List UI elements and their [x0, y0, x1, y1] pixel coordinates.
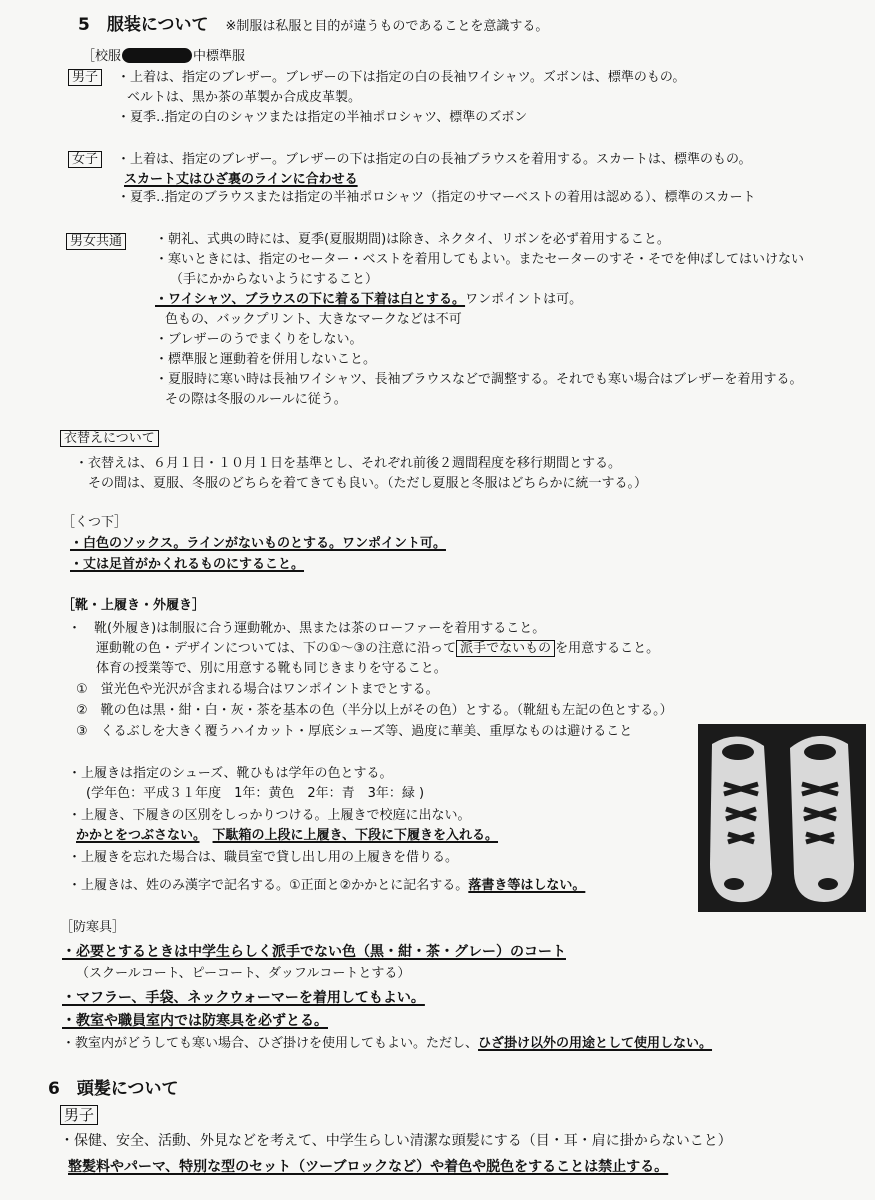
socks-line-2: ・丈は足首がかくれるものにすること。 — [70, 557, 305, 572]
bokangu-line-2: （スクールコート、ピーコート、ダッフルコートとする） — [76, 966, 411, 981]
common-line-8: ・夏服時に寒い時は長袖ワイシャツ、長袖ブラウスなどで調整する。それでも寒い場合はブレザーを着用する。 — [155, 372, 803, 387]
section-number: 5 — [78, 15, 90, 35]
hair-boys-tag: 男子 — [60, 1106, 98, 1125]
section-title: 頭髪について — [76, 1079, 179, 1099]
section-title: 服装について — [106, 15, 209, 35]
bokangu-title: ［防寒具］ — [60, 920, 126, 935]
section-note: ※制服は私服と目的が違うものであることを意識する。 — [225, 19, 549, 34]
koromogae-line-1: ・衣替えは、６月１日・１０月１日を基準とし、それぞれ前後２週間程度を移行期間とする。 — [75, 456, 622, 471]
common-line-2: ・寒いときには、指定のセーター・ベストを着用してもよい。またセーターのすそ・そでを伸ばしてはいけない — [155, 252, 804, 267]
shoes-title: ［靴・上履き・外履き］ — [62, 598, 206, 613]
shoes-rule-2: ② 靴の色は黒・紺・白・灰・茶を基本の色（半分以上がその色）とする。（靴紐も左記の色とする。） — [76, 703, 673, 718]
hair-line-2: 整髪料やパーマ、特別な型のセット（ツーブロックなど）や着色や脱色をすることは禁止する。 — [68, 1159, 669, 1175]
section-number: 6 — [48, 1079, 60, 1099]
common-tag: 男女共通 — [66, 234, 126, 250]
section-5-heading — [78, 14, 548, 38]
socks-title: ［くつ下］ — [62, 515, 128, 530]
shoes-rule-3: ③ くるぶしを大きく覆うハイカット・厚底シューズ等、過度に華美、重厚なものは避けること — [76, 724, 633, 739]
uwabaki-line-6: ・上履きは、姓のみ漢字で記名する。①正面と②かかとに記名する。落書き等はしない。 — [68, 878, 586, 893]
girls-line-2: スカート丈はひざ裏のラインに合わせる — [124, 172, 358, 187]
koromogae-title: 衣替えについて — [60, 431, 159, 447]
boys-line-1: ・上着は、指定のブレザー。ブレザーの下は指定の白の長袖ワイシャツ。ズボンは、標準のもの。 — [117, 70, 686, 85]
shoes-rule-1: ① 蛍光色や光沢が含まれる場合はワンポイントまでとする。 — [76, 682, 439, 697]
girls-tag: 女子 — [68, 152, 102, 168]
shoes-image — [698, 724, 866, 912]
redaction-mark — [122, 48, 192, 63]
shoes-line-3: 体育の授業等で、別に用意する靴も同じきまりを守ること。 — [96, 661, 447, 676]
bokangu-line-4: ・教室や職員室内では防寒具を必ずとる。 — [62, 1013, 328, 1029]
shoes-line-2: 運動靴の色・デザインについては、下の①～③の注意に沿って 派手でないもの を用意すること。 — [96, 641, 660, 656]
uwabaki-line-1: ・上履きは指定のシューズ、靴ひもは学年の色とする。 — [68, 766, 393, 781]
section-6-heading — [48, 1078, 179, 1100]
common-line-1: ・朝礼、式典の時には、夏季(夏服期間)は除き、ネクタイ、リボンを必ず着用すること。 — [155, 232, 670, 247]
common-line-5: 色もの、バックプリント、大きなマークなどは不可 — [165, 312, 462, 327]
boys-line-3: ・夏季‥指定の白のシャツまたは指定の半袖ポロシャツ、標準のズボン — [117, 110, 528, 125]
bokangu-line-3: ・マフラー、手袋、ネックウォーマーを着用してもよい。 — [62, 990, 425, 1006]
right-shoe — [790, 736, 854, 902]
koromogae-line-2: その間は、夏服、冬服のどちらを着てきても良い。（ただし夏服と冬服はどちらかに統一する。） — [88, 476, 648, 491]
uwabaki-line-2: (学年色：平成３１年度 1年：黄色 2年：青 3年：緑 ) — [86, 786, 425, 801]
uwabaki-line-5: ・上履きを忘れた場合は、職員室で貸し出し用の上履きを借りる。 — [68, 850, 459, 865]
shoes-line-1: ・ 靴(外履き)は制服に合う運動靴か、黒または茶のローファーを着用すること。 — [68, 621, 546, 636]
bokangu-line-1: ・必要とするときは中学生らしく派手でない色（黒・紺・茶・グレー）のコート — [62, 944, 566, 960]
uwabaki-line-3: ・上履き、下履きの区別をしっかりつける。上履きで校庭に出ない。 — [68, 808, 471, 823]
common-line-3: （手にかからないようにすること） — [170, 272, 379, 287]
uwabaki-line-4: かかとをつぶさない。 下駄箱の上段に上履き、下段に下履きを入れる。 — [76, 828, 499, 843]
common-line-4: ・ワイシャツ、ブラウスの下に着る下着は白とする。ワンポイントは可。 — [155, 292, 583, 307]
girls-line-1: ・上着は、指定のブレザー。ブレザーの下は指定の白の長袖ブラウスを着用する。スカートは、標準のもの。 — [117, 152, 752, 167]
socks-line-1: ・白色のソックス。ラインがないものとする。ワンポイント可。 — [70, 536, 446, 551]
girls-line-3: ・夏季‥指定のブラウスまたは指定の半袖ポロシャツ（指定のサマーベストの着用は認める）、標準のスカート — [117, 190, 756, 205]
bokangu-line-5: ・教室内がどうしても寒い場合、ひざ掛けを使用してもよい。ただし、ひざ掛け以外の用途として使用しない。 — [62, 1036, 713, 1051]
boys-tag: 男子 — [68, 70, 102, 86]
boys-line-2: ベルトは、黒か茶の革製か合成皮革製。 — [127, 90, 362, 105]
hair-line-1: ・保健、安全、活動、外見などを考えて、中学生らしい清潔な頭髪にする（目・耳・肩に掛からないこと） — [60, 1133, 732, 1149]
shoes-photo — [698, 724, 866, 912]
common-line-6: ・ブレザーのうでまくりをしない。 — [155, 332, 363, 347]
uniform-label: ［校服 中標準服 — [82, 49, 246, 64]
common-line-9: その際は冬服のルールに従う。 — [165, 392, 347, 407]
common-line-7: ・標準服と運動着を併用しないこと。 — [155, 352, 377, 367]
left-shoe — [710, 736, 772, 902]
